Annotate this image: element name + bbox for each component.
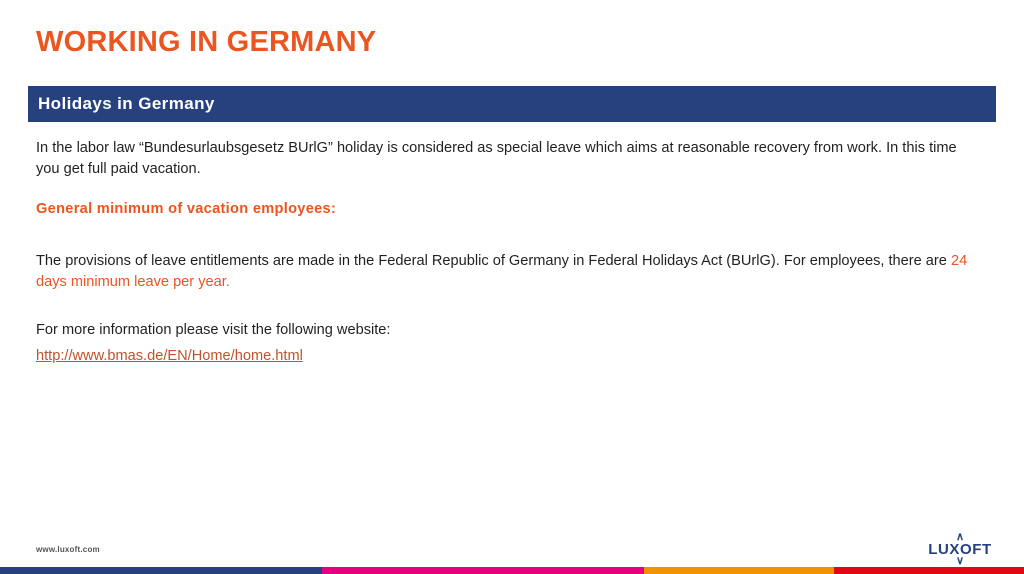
subheading-general-minimum: General minimum of vacation employees: bbox=[36, 200, 337, 217]
logo-caret-down-icon: ∨ bbox=[955, 555, 965, 567]
provisions-text: The provisions of leave entitlements are made in the Federal Republic of Germany in Federal Holidays Act (BUrlG). For employees, there are bbox=[36, 252, 951, 269]
color-strip-segment-0 bbox=[0, 567, 322, 574]
section-header-label: Holidays in Germany bbox=[38, 94, 215, 113]
footer-website-url: www.luxoft.com bbox=[36, 545, 100, 554]
bmas-website-link[interactable]: http://www.bmas.de/EN/Home/home.html bbox=[36, 347, 303, 364]
color-strip-segment-1 bbox=[322, 567, 644, 574]
color-strip-segment-3 bbox=[834, 567, 1024, 574]
color-strip-segment-2 bbox=[644, 567, 834, 574]
logo-caret-up-icon: ∧ bbox=[955, 531, 965, 543]
slide-body bbox=[36, 138, 982, 365]
paragraph-more-info: For more information please visit the following website: bbox=[36, 322, 391, 339]
provisions-highlight: 24 days minimum leave per year. bbox=[36, 252, 968, 291]
luxoft-logo bbox=[924, 533, 996, 567]
paragraph-intro: In the labor law “Bundesurlaubsgesetz BUrlG” holiday is considered as special leave which aims at reasonable recovery from work. In this time you get full paid vacation. bbox=[36, 140, 957, 178]
logo-wordmark: LUXOFT bbox=[928, 541, 992, 558]
bottom-color-strip bbox=[0, 567, 1024, 574]
page-title: WORKING IN GERMANY bbox=[36, 26, 377, 58]
section-header-bar bbox=[28, 86, 996, 122]
paragraph-provisions bbox=[36, 251, 976, 294]
